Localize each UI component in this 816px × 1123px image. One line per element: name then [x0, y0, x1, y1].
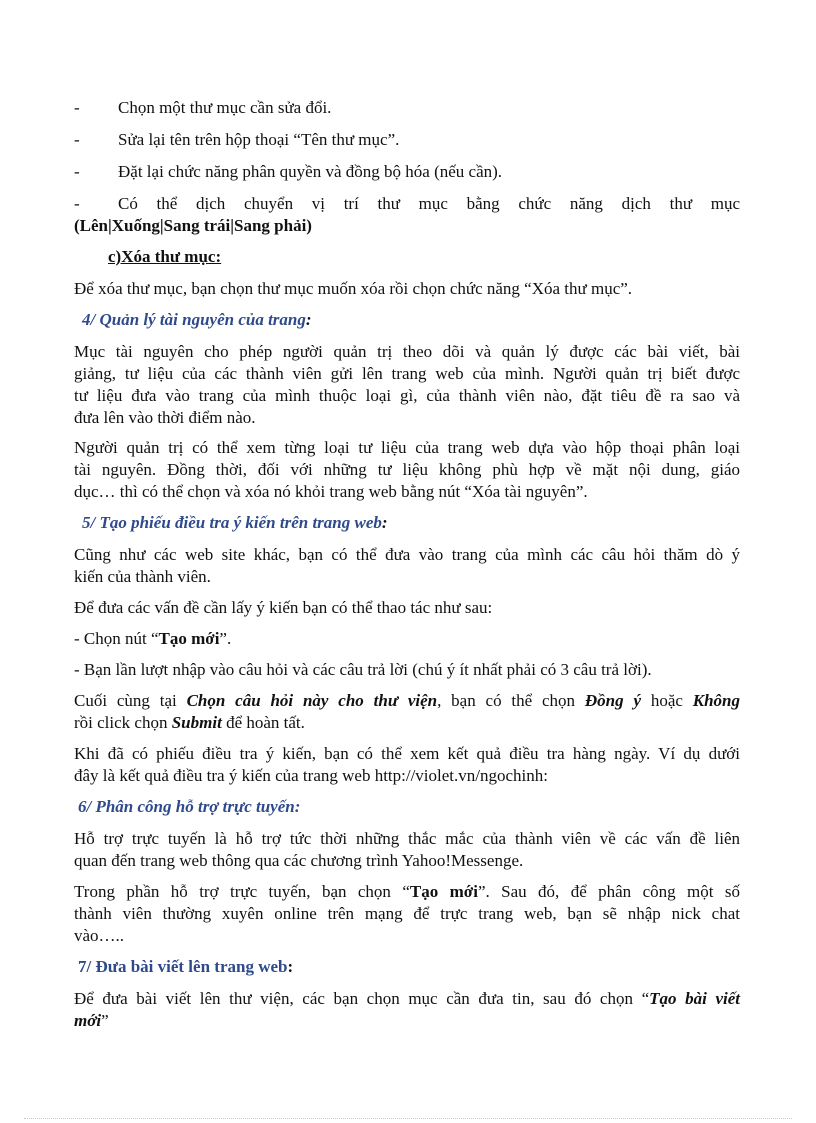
bullet-item-continuation: (Lên|Xuống|Sang trái|Sang phải) — [74, 216, 312, 235]
paragraph-line: Cuối cùng tại Chọn câu hỏi này cho thư viện, bạn có thể chọn Đồng ý hoặc Không — [74, 691, 740, 710]
paragraph: Để xóa thư mục, bạn chọn thư mục muốn xóa rồi chọn chức năng “Xóa thư mục”. — [74, 279, 633, 298]
paragraph-line: dục… thì có thể chọn và xóa nó khỏi trang web bằng nút “Xóa tài nguyên”. — [74, 482, 588, 501]
paragraph-line: kiến của thành viên. — [74, 567, 211, 586]
paragraph-line: đưa lên vào thời điểm nào. — [74, 408, 256, 427]
paragraph-line: Để đưa bài viết lên thư viện, các bạn chọn mục cần đưa tin, sau đó chọn “Tạo bài viết — [74, 989, 740, 1008]
paragraph-line: quan đến trang web thông qua các chương trình Yahoo!Messenge. — [74, 851, 524, 870]
paragraph-line: đây là kết quả điều tra ý kiến của trang web http://violet.vn/ngochinh: — [74, 766, 548, 785]
paragraph-line: vào….. — [74, 926, 125, 945]
bullet-dash: - — [74, 194, 80, 213]
section-title: 5/ Tạo phiếu điều tra ý kiến trên trang web — [82, 513, 382, 532]
section-title: 7/ Đưa bài viết lên trang web — [78, 957, 288, 976]
paragraph-line: rồi click chọn Submit để hoàn tất. — [74, 713, 305, 732]
section-heading: 4/ Quản lý tài nguyên của trang: — [82, 310, 312, 329]
paragraph-line: thành viên thường xuyên online trên mạng để trực trang web, bạn sẽ nhập nick chat — [74, 904, 740, 923]
section-title: 4/ Quản lý tài nguyên của trang — [82, 310, 306, 329]
paragraph-line: giảng, tư liệu của các thành viên gửi lên trang web của mình. Người quản trị biết được — [74, 364, 740, 383]
bullet-item: Chọn một thư mục cần sửa đổi. — [118, 98, 332, 117]
section-heading: 7/ Đưa bài viết lên trang web: — [78, 957, 294, 976]
section-title: 6/ Phân công hỗ trợ trực tuyến — [78, 797, 295, 816]
subsection-title: c)Xóa thư mục: — [108, 247, 222, 266]
paragraph: Để đưa các vấn đề cần lấy ý kiến bạn có thể thao tác như sau: — [74, 598, 493, 617]
bullet-dash: - — [74, 130, 80, 149]
paragraph-line: mới” — [74, 1011, 109, 1030]
step-item: - Bạn lần lượt nhập vào câu hỏi và các câu trả lời (chú ý ít nhất phải có 3 câu trả lời). — [74, 660, 652, 679]
paragraph-line: Mục tài nguyên cho phép người quản trị theo dõi và quản lý được các bài viết, bài — [74, 342, 740, 361]
paragraph-line: tư liệu đưa vào trang của mình thuộc loại gì, của thành viên nào, đặt tiêu đề ra sao và — [74, 386, 740, 405]
bullet-dash: - — [74, 162, 80, 181]
paragraph-line: Người quản trị có thể xem từng loại tư liệu của trang web dựa vào hộp thoại phân loại — [74, 438, 740, 457]
paragraph-line: tài nguyên. Đồng thời, đối với những tư liệu không phù hợp về mặt nội dung, giáo — [74, 460, 740, 479]
bullet-dash: - — [74, 98, 80, 117]
paragraph-line: Khi đã có phiếu điều tra ý kiến, bạn có thể xem kết quả điều tra hàng ngày. Ví dụ dưới — [74, 744, 740, 763]
paragraph-line: Cũng như các web site khác, bạn có thể đưa vào trang của mình các câu hỏi thăm dò ý — [74, 545, 740, 564]
page-bottom-rule — [24, 1118, 792, 1119]
section-heading: 6/ Phân công hỗ trợ trực tuyến: — [78, 797, 301, 816]
step-item: - Chọn nút “Tạo mới”. — [74, 629, 232, 648]
bullet-item: Đặt lại chức năng phân quyền và đồng bộ hóa (nếu cần). — [118, 162, 503, 181]
paragraph-line: Trong phần hỗ trợ trực tuyến, bạn chọn “Tạo mới”. Sau đó, để phân công một số — [74, 882, 740, 901]
bullet-item: Sửa lại tên trên hộp thoại “Tên thư mục”. — [118, 130, 400, 149]
section-heading: 5/ Tạo phiếu điều tra ý kiến trên trang web: — [82, 513, 388, 532]
paragraph-line: Hỗ trợ trực tuyến là hỗ trợ tức thời những thắc mắc của thành viên về các vấn đề liên — [74, 829, 740, 848]
bullet-item: Có thể dịch chuyển vị trí thư mục bằng chức năng dịch thư mục — [118, 194, 740, 213]
